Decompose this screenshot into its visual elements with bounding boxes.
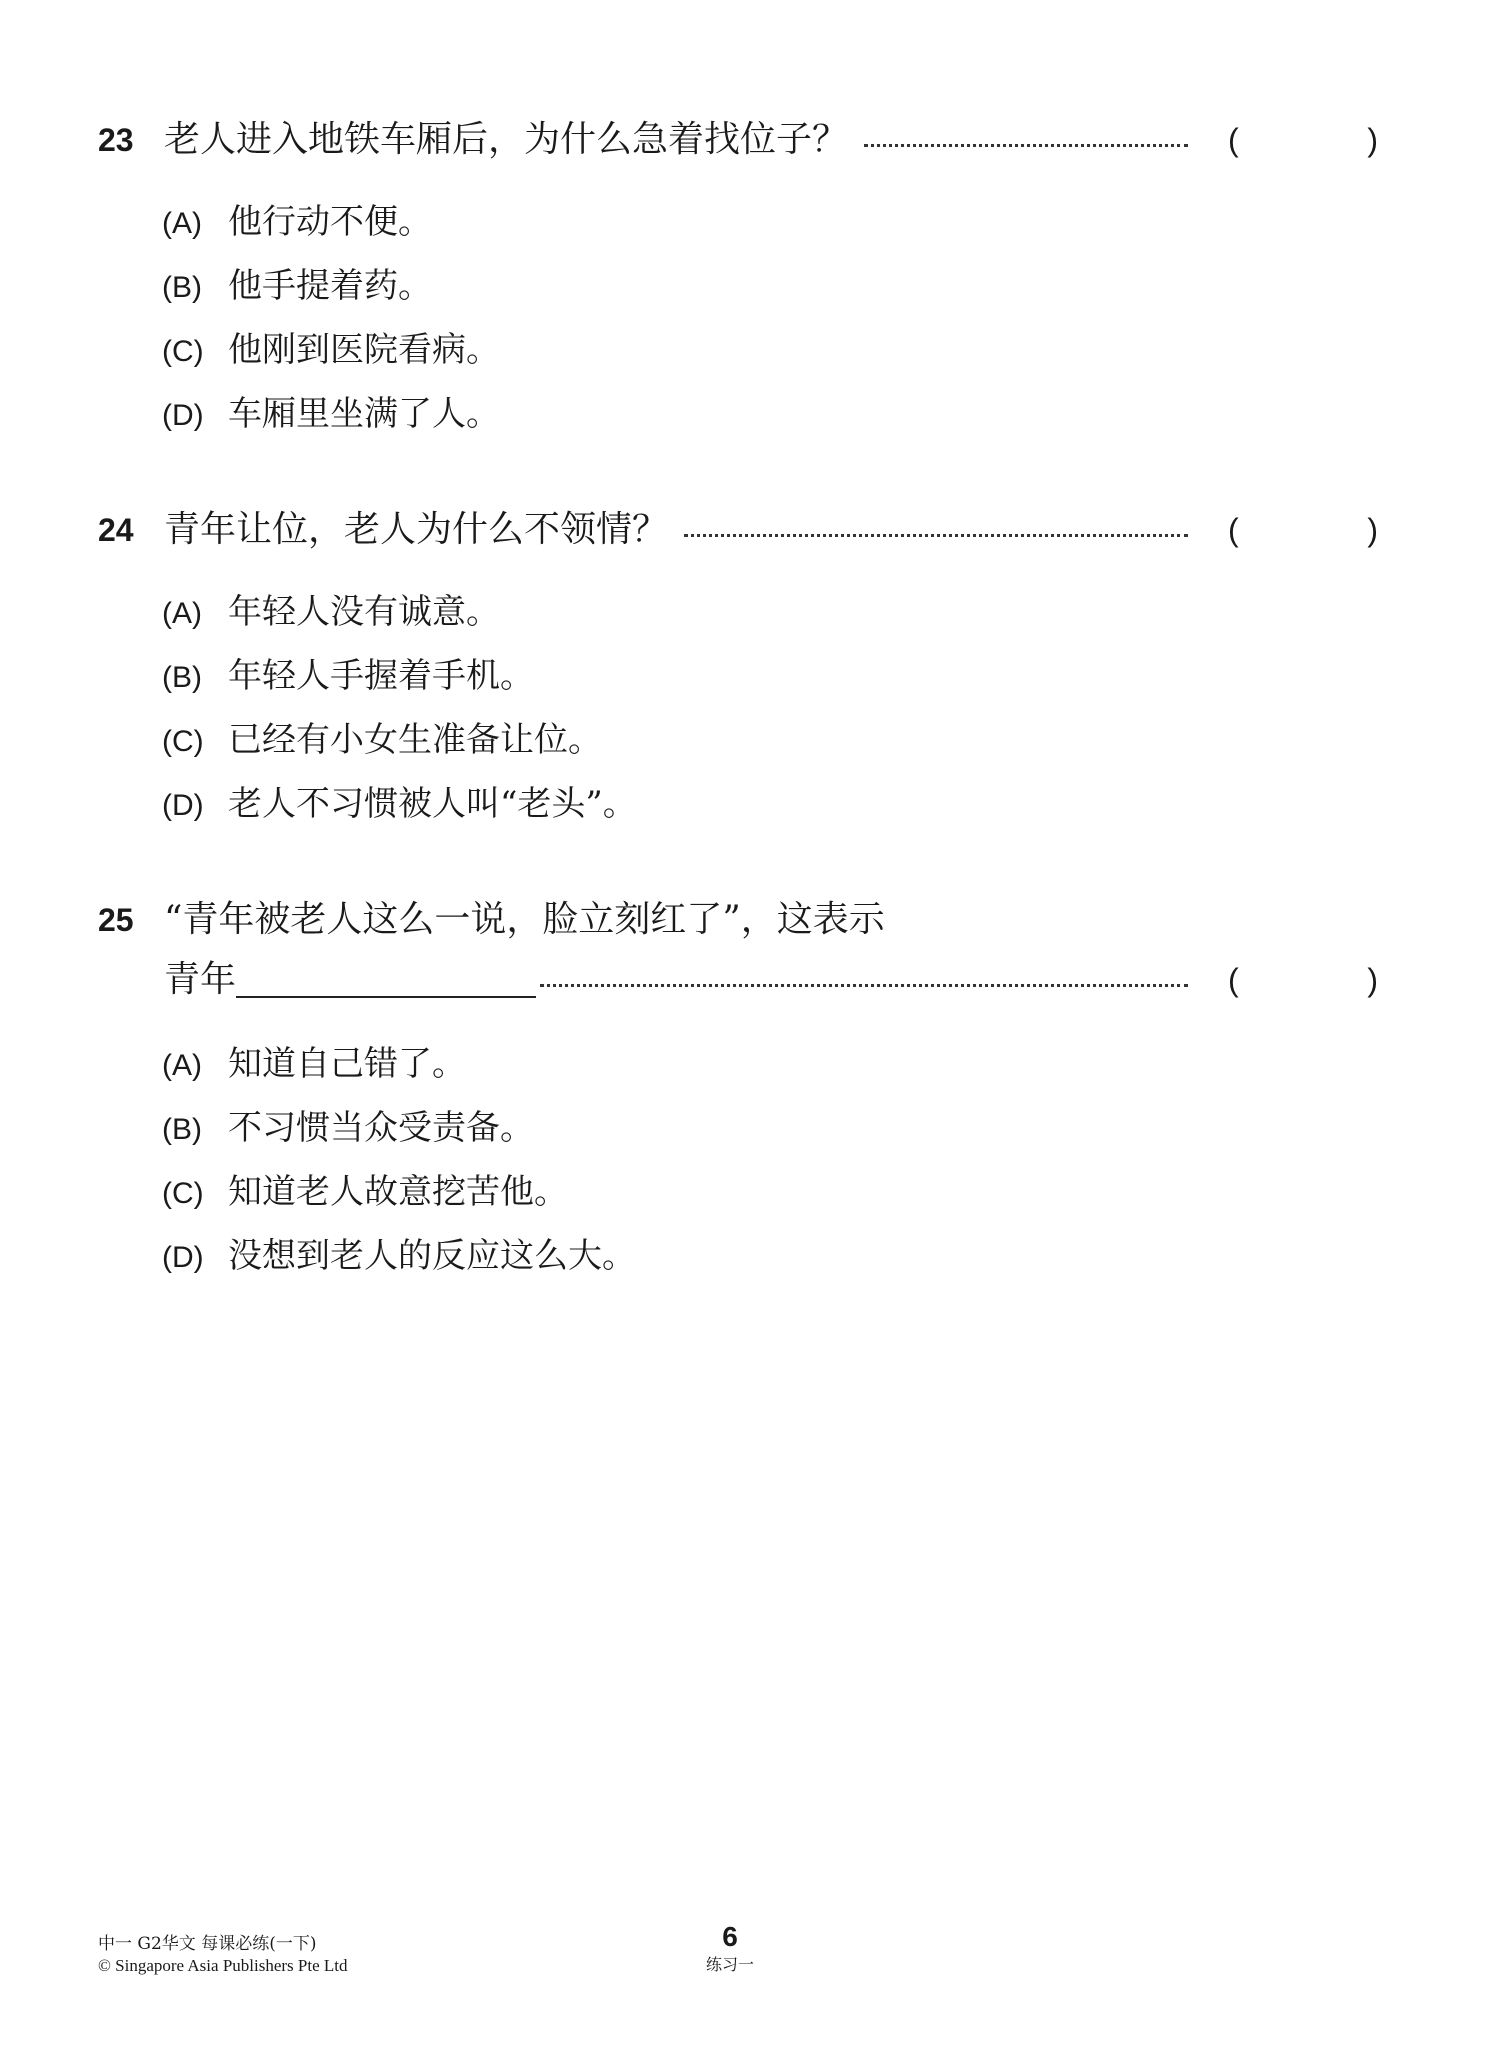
option-text: 已经有小女生准备让位。 — [228, 720, 602, 760]
option-text: 车厢里坐满了人。 — [228, 394, 500, 434]
section-label: 练习一 — [705, 1955, 754, 1974]
question-number: 24 — [98, 512, 134, 548]
option-b[interactable] — [162, 652, 637, 716]
option-text: 他手提着药。 — [228, 266, 432, 306]
option-label: (A) — [162, 1049, 202, 1082]
question-number: 25 — [98, 902, 134, 938]
option-label: (B) — [162, 1113, 202, 1146]
option-text: 年轻人没有诚意。 — [228, 592, 500, 632]
question-stem: 老人进入地铁车厢后，为什么急着找位子？ — [164, 119, 849, 160]
option-text: 知道老人故意挖苦他。 — [228, 1172, 568, 1212]
dotted-leader — [540, 984, 1188, 987]
answer-bracket[interactable] — [1228, 506, 1378, 554]
option-label: (D) — [162, 789, 204, 822]
option-label: (B) — [162, 271, 202, 304]
book-title: 中一 G2华文 每课必练(一下) — [98, 1934, 317, 1954]
question-stem: “青年被老人这么一说，脸立刻红了”，这表示 — [164, 899, 885, 940]
option-c[interactable] — [162, 716, 637, 780]
options-list — [162, 198, 500, 454]
option-label: (C) — [162, 725, 204, 758]
question-25 — [98, 896, 1378, 1276]
option-text: 他刚到医院看病。 — [228, 330, 500, 370]
option-a[interactable] — [162, 588, 637, 652]
option-label: (C) — [162, 1177, 204, 1210]
option-label: (D) — [162, 1241, 204, 1274]
copyright: © Singapore Asia Publishers Pte Ltd — [98, 1956, 348, 1975]
question-number: 23 — [98, 122, 134, 158]
dotted-leader — [864, 144, 1188, 147]
option-label: (A) — [162, 597, 202, 630]
fill-in-blank[interactable] — [236, 962, 536, 998]
paren-open: ( — [1228, 512, 1239, 548]
answer-bracket[interactable] — [1228, 956, 1378, 1004]
paren-close: ) — [1367, 512, 1378, 548]
paren-open: ( — [1228, 962, 1239, 998]
option-text: 他行动不便。 — [228, 202, 432, 242]
option-a[interactable] — [162, 198, 500, 262]
option-c[interactable] — [162, 326, 500, 390]
option-text: 没想到老人的反应这么大。 — [228, 1236, 636, 1276]
footer-center — [680, 1920, 780, 1976]
option-label: (D) — [162, 399, 204, 432]
page-number: 6 — [722, 1921, 738, 1952]
option-a[interactable] — [162, 1040, 636, 1104]
option-text: 不习惯当众受责备。 — [228, 1108, 534, 1148]
option-text: 老人不习惯被人叫“老头”。 — [228, 784, 637, 824]
option-text: 知道自己错了。 — [228, 1044, 466, 1084]
question-stem-row-2 — [98, 956, 1378, 1004]
question-stem-row-1 — [98, 896, 1378, 944]
answer-bracket[interactable] — [1228, 116, 1378, 164]
question-stem-row — [98, 506, 1378, 554]
question-23 — [98, 116, 1378, 434]
option-b[interactable] — [162, 1104, 636, 1168]
option-d[interactable] — [162, 1232, 636, 1296]
question-stem-row — [98, 116, 1378, 164]
paren-close: ) — [1367, 962, 1378, 998]
question-24 — [98, 506, 1378, 824]
dotted-leader — [684, 534, 1188, 537]
paren-close: ) — [1367, 122, 1378, 158]
option-d[interactable] — [162, 390, 500, 454]
question-stem-continued: 青年 — [164, 959, 237, 1000]
option-b[interactable] — [162, 262, 500, 326]
option-label: (A) — [162, 207, 202, 240]
option-c[interactable] — [162, 1168, 636, 1232]
question-stem: 青年让位，老人为什么不领情？ — [164, 509, 669, 550]
footer-left — [98, 1933, 348, 1977]
option-d[interactable] — [162, 780, 637, 844]
paren-open: ( — [1228, 122, 1239, 158]
options-list — [162, 588, 637, 844]
option-text: 年轻人手握着手机。 — [228, 656, 534, 696]
options-list — [162, 1040, 636, 1296]
option-label: (C) — [162, 335, 204, 368]
option-label: (B) — [162, 661, 202, 694]
